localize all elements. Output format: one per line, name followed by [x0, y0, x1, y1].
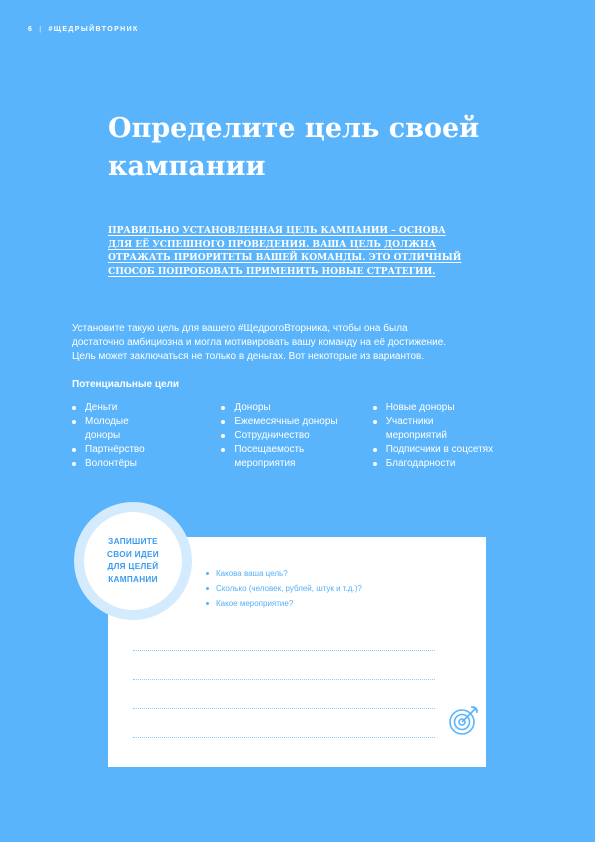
- intro-line: достаточно амбициозна и могла мотивировать вашу команду на её достижение.: [72, 337, 447, 348]
- goal-item: Партнёрство: [72, 443, 221, 457]
- goals-heading: Потенциальные цели: [72, 379, 180, 390]
- lead-line: ПРАВИЛЬНО УСТАНОВЛЕННАЯ ЦЕЛЬ КАМПАНИИ – ОСНОВА: [108, 225, 446, 236]
- lead-line: ОТРАЖАТЬ ПРИОРИТЕТЫ ВАШЕЙ КОМАНДЫ. ЭТО ОТЛИЧНЫЙ: [108, 252, 462, 264]
- question-item: Какова ваша цель?: [206, 566, 362, 581]
- goal-item: Доноры: [221, 401, 372, 415]
- writing-line[interactable]: [133, 679, 435, 680]
- goals-column-2: [221, 401, 372, 471]
- goal-item: Волонтёры: [72, 457, 221, 471]
- goals-list: [72, 401, 532, 471]
- page-number: 6: [28, 26, 34, 33]
- writing-line[interactable]: [133, 650, 435, 651]
- page-header: [28, 26, 139, 33]
- writing-line[interactable]: [133, 737, 435, 738]
- page-title: [108, 110, 528, 186]
- intro-paragraph: [72, 322, 532, 364]
- question-item: Сколько (человек, рублей, штук и т.д.)?: [206, 581, 362, 596]
- intro-line: Установите такую цель для вашего #ЩедрогоВторника, чтобы она была: [72, 323, 408, 334]
- goal-item: Посещаемость мероприятия: [221, 443, 331, 471]
- goal-item: Молодые доноры: [72, 415, 152, 443]
- lead-line: ДЛЯ ЕЁ УСПЕШНОГО ПРОВЕДЕНИЯ. ВАША ЦЕЛЬ ДОЛЖНА: [108, 238, 437, 250]
- writing-line[interactable]: [133, 708, 435, 709]
- question-item: Какое мероприятие?: [206, 596, 362, 611]
- goal-item: Деньги: [72, 401, 221, 415]
- goals-column-1: [72, 401, 221, 471]
- header-separator: |: [39, 26, 43, 33]
- goal-item: Ежемесячные доноры: [221, 415, 372, 429]
- target-arrow-icon: [447, 703, 481, 737]
- goal-item: Подписчики в соцсетях: [373, 443, 532, 457]
- guide-questions: [206, 566, 362, 611]
- goals-column-3: [373, 401, 532, 471]
- goal-item: Участники мероприятий: [373, 415, 463, 443]
- callout-circle: [84, 512, 182, 610]
- lead-line: СПОСОБ ПОПРОБОВАТЬ ПРИМЕНИТЬ НОВЫЕ СТРАТЕГИИ.: [108, 265, 436, 277]
- goal-item: Сотрудничество: [221, 429, 372, 443]
- intro-line: Цель может заключаться не только в деньгах. Вот некоторые из вариантов.: [72, 351, 425, 362]
- lead-paragraph: [108, 224, 508, 278]
- callout-text: ЗАПИШИТЕ СВОИ ИДЕИ ДЛЯ ЦЕЛЕЙ КАМПАНИИ: [107, 537, 159, 584]
- goal-item: Благодарности: [373, 457, 532, 471]
- title-line-2: кампании: [108, 151, 266, 182]
- title-line-1: Определите цель своей: [108, 113, 480, 144]
- hashtag-label: #ЩЕДРЫЙВТОРНИК: [48, 26, 139, 33]
- goal-item: Новые доноры: [373, 401, 532, 415]
